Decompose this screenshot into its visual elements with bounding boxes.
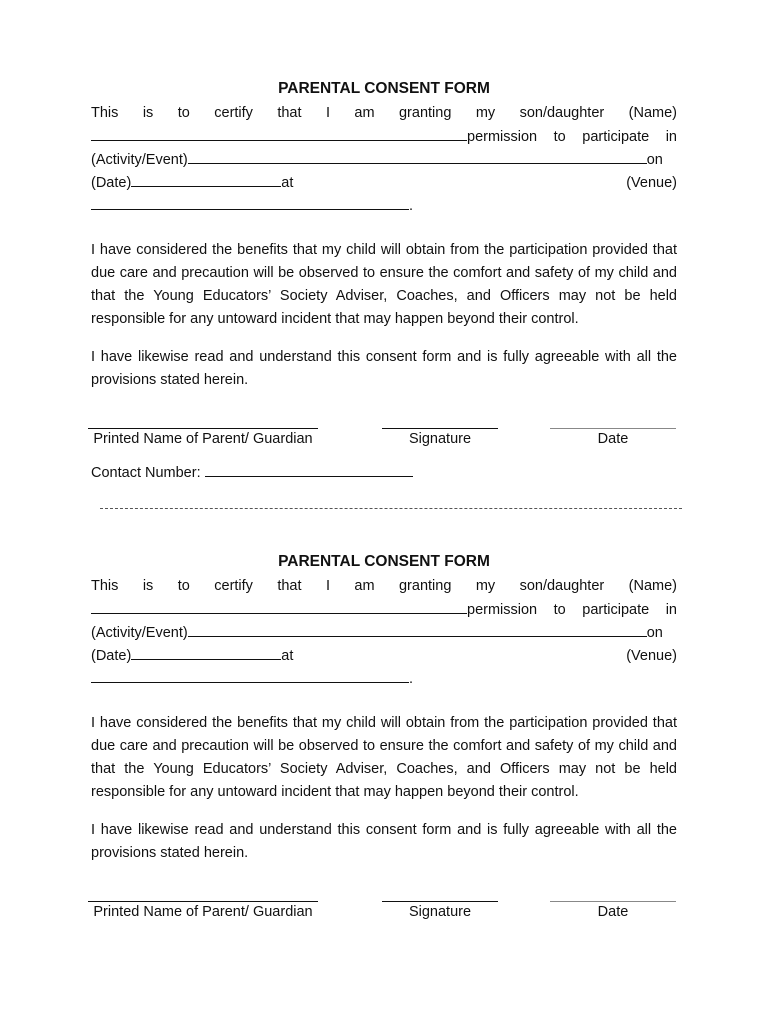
signature-field[interactable] [382,901,498,921]
to-word: to [553,602,566,618]
intro-word: This [91,578,119,594]
date-field[interactable] [550,428,676,448]
printed-name-field[interactable] [88,901,318,921]
at-text: at [281,648,294,664]
date-sign-label: Date [597,430,629,447]
permission-text: permission [467,602,538,618]
period: . [409,671,414,687]
name-blank[interactable] [91,598,467,614]
venue-label: (Venue) [626,175,677,191]
intro-word: son/daughter [519,578,605,594]
venue-blank-line [91,194,677,217]
participate-word: participate [582,602,650,618]
intro-word: is [142,105,154,121]
at-text: at [281,175,294,191]
intro-word: am [354,578,375,594]
date-label: (Date) [91,648,132,664]
name-line [91,125,677,148]
contact-label: Contact Number: [91,464,201,481]
intro-word: granting [398,578,452,594]
signature-label: Signature [408,903,472,920]
on-text: on [646,625,663,641]
contact-blank[interactable] [205,461,413,477]
intro-word: I [325,105,330,121]
period: . [409,198,414,214]
venue-label: (Venue) [626,648,677,664]
intro-line [91,102,677,125]
intro-word: to [177,105,190,121]
form-title: PARENTAL CONSENT FORM [278,80,490,97]
activity-blank[interactable] [188,621,647,637]
intro-word: is [142,578,154,594]
date-label: (Date) [91,175,132,191]
signature-row [91,428,677,456]
intro-word: certify [214,578,253,594]
cut-line [100,508,682,509]
venue-blank[interactable] [91,667,409,683]
intro-word: son/daughter [519,105,605,121]
permission-text: permission [467,129,538,145]
agreement-paragraph: I have likewise read and understand this consent form and is fully agreeable with all the provisions stated herein. [91,348,677,388]
in-word: in [665,129,677,145]
name-line [91,598,677,621]
contact-line [91,461,677,483]
on-text: on [646,152,663,168]
intro-word: (Name) [628,105,677,121]
activity-line [91,621,677,644]
consent-form-2 [91,551,677,929]
intro-word: that [277,578,302,594]
intro-word: am [354,105,375,121]
printed-name-label: Printed Name of Parent/ Guardian [93,903,313,920]
date-blank[interactable] [131,644,281,660]
date-sign-label: Date [597,903,629,920]
consent-form-1 [91,78,677,483]
agreement-paragraph: I have likewise read and understand this consent form and is fully agreeable with all the provisions stated herein. [91,821,677,861]
activity-label: (Activity/Event) [91,625,188,641]
intro-word: to [177,578,190,594]
printed-name-field[interactable] [88,428,318,448]
benefits-paragraph: I have considered the benefits that my child will obtain from the participation provided that due care and precaution will be observed to ensure the comfort and safety of my child and that the Young Educators’ Society Adviser, Coaches, and Officers may not be held responsible for any untoward incident that may happen beyond their control. [91,715,677,800]
activity-label: (Activity/Event) [91,152,188,168]
printed-name-label: Printed Name of Parent/ Guardian [93,430,313,447]
intro-line [91,575,677,598]
intro-word: I [325,578,330,594]
signature-label: Signature [408,430,472,447]
date-venue-line [91,171,677,194]
signature-row [91,901,677,929]
venue-blank-line [91,667,677,690]
to-word: to [553,129,566,145]
in-word: in [665,602,677,618]
venue-blank[interactable] [91,194,409,210]
intro-word: (Name) [628,578,677,594]
intro-word: my [475,105,496,121]
date-field[interactable] [550,901,676,921]
signature-field[interactable] [382,428,498,448]
benefits-paragraph: I have considered the benefits that my child will obtain from the participation provided that due care and precaution will be observed to ensure the comfort and safety of my child and that the Young Educators’ Society Adviser, Coaches, and Officers may not be held responsible for any untoward incident that may happen beyond their control. [91,242,677,327]
participate-word: participate [582,129,650,145]
activity-blank[interactable] [188,148,647,164]
name-blank[interactable] [91,125,467,141]
date-venue-line [91,644,677,667]
intro-word: my [475,578,496,594]
intro-word: granting [398,105,452,121]
intro-word: certify [214,105,253,121]
date-blank[interactable] [131,171,281,187]
form-title: PARENTAL CONSENT FORM [278,553,490,570]
activity-line [91,148,677,171]
intro-word: that [277,105,302,121]
intro-word: This [91,105,119,121]
